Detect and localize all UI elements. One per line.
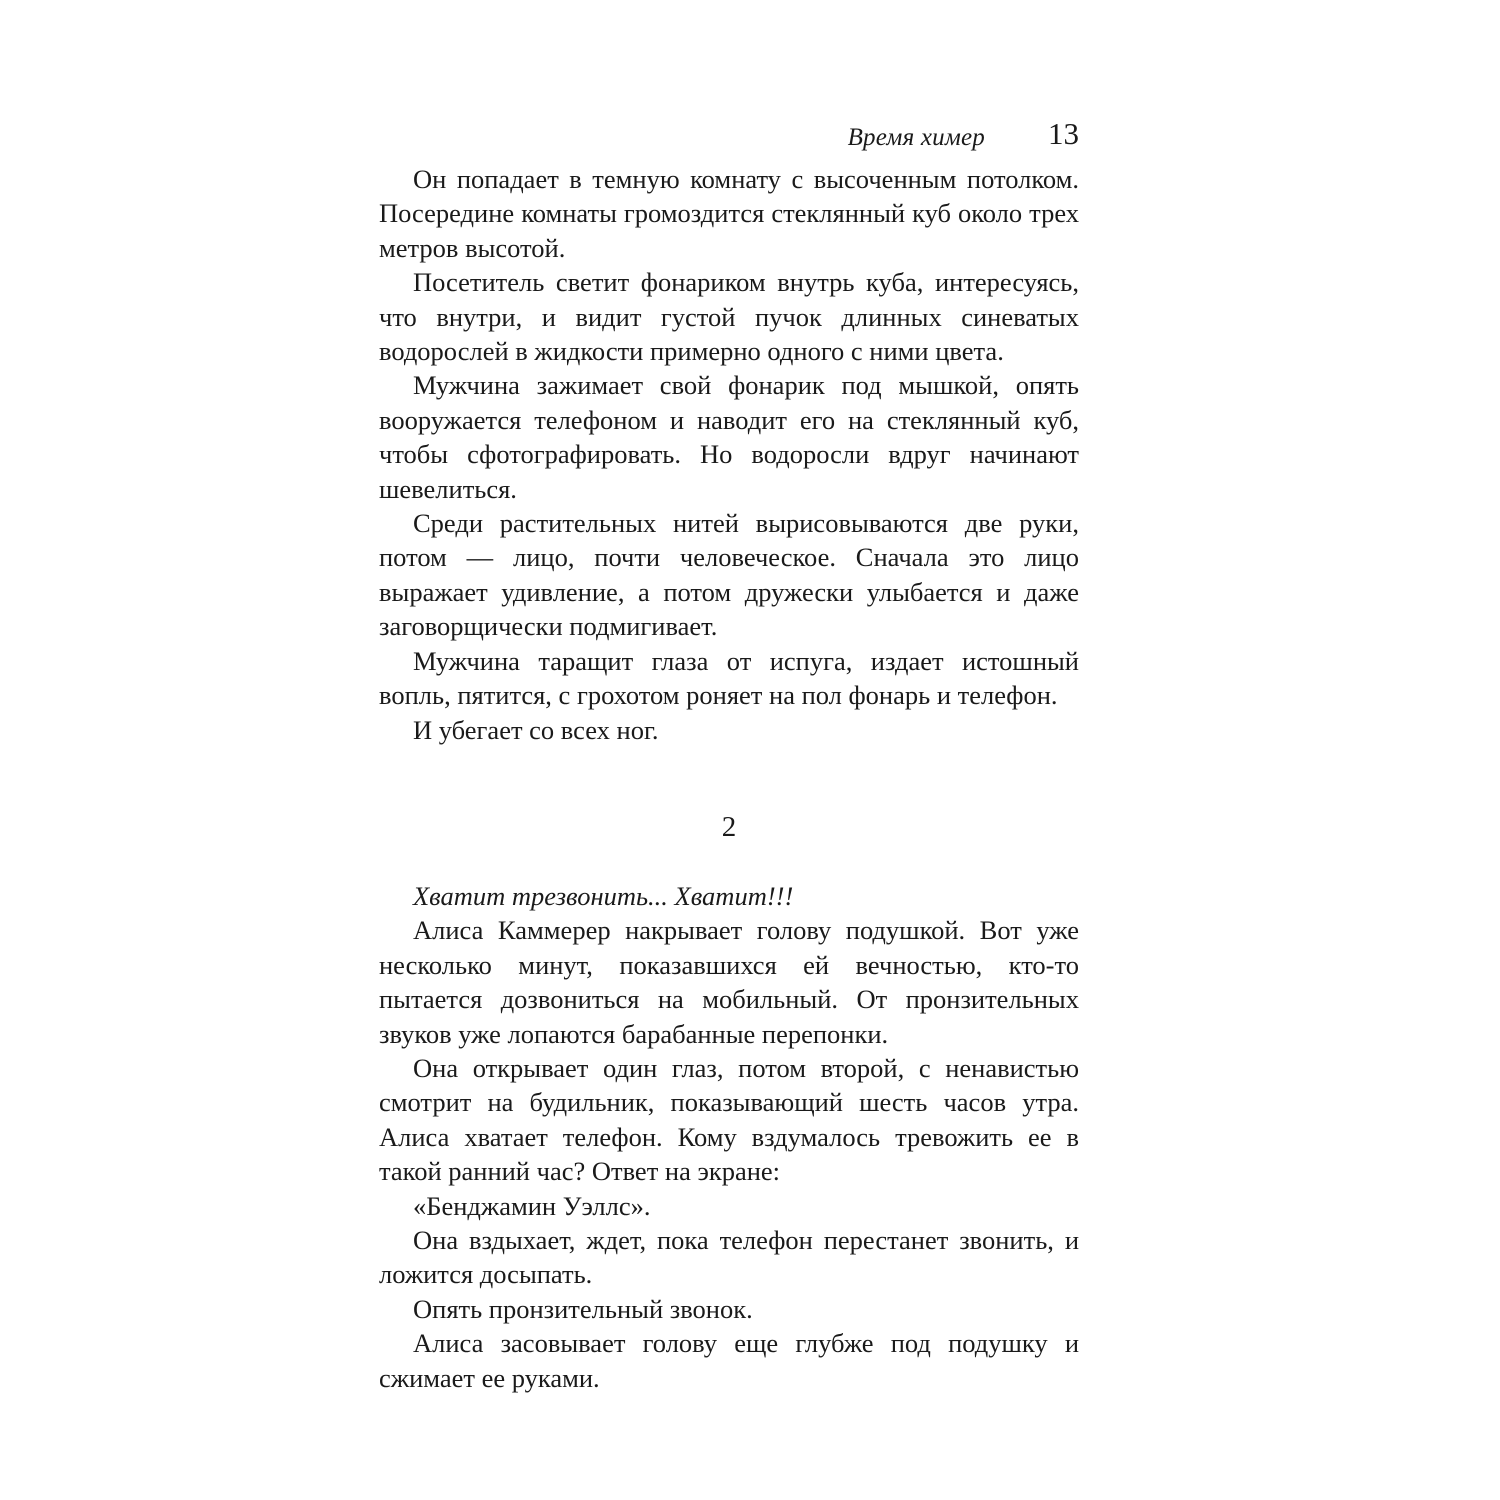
paragraph: Мужчина зажимает свой фонарик под мышкой, опять вооружается телефоном и наводит его на стеклянный куб, чтобы сфотографировать. Но водоросли вдруг начинают шевелиться. xyxy=(379,370,1079,504)
paragraph: Он попадает в темную комнату с высоченным потолком. Посередине комнаты громоздится стеклянный куб около трех метров высотой. xyxy=(379,164,1079,263)
section-1 xyxy=(379,162,1079,747)
paragraph: Мужчина таращит глаза от испуга, издает истошный вопль, пятится, с грохотом роняет на пол фонарь и телефон. xyxy=(379,645,1079,711)
paragraph: Она открывает один глаз, потом второй, с ненавистью смотрит на будильник, показывающий шесть часов утра. Алиса хватает телефон. Кому вздумалось тревожить ее в такой ранний час? Ответ на экране: xyxy=(379,1052,1079,1187)
paragraph: Она вздыхает, ждет, пока телефон перестанет звонить, и ложится досыпать. xyxy=(379,1224,1079,1290)
page-number: 13 xyxy=(1048,116,1079,151)
book-page xyxy=(379,112,1079,1395)
paragraph: Алиса засовывает голову еще глубже под подушку и сжимает ее руками. xyxy=(379,1328,1079,1393)
paragraph: И убегает со всех ног. xyxy=(413,714,659,745)
italic-paragraph: Хватит трезвонить... Хватит!!! xyxy=(413,880,794,911)
paragraph: Среди растительных нитей вырисовываются две руки, потом — лицо, почти человеческое. Сначала это лицо выражает удивление, а потом дружески улыбается и даже заговорщически подмигивает. xyxy=(379,508,1079,642)
paragraph: «Бенджамин Уэллс». xyxy=(413,1190,651,1221)
running-head xyxy=(379,112,1079,162)
paragraph: Алиса Каммерер накрывает голову подушкой. Вот уже несколько минут, показавшихся ей вечностью, кто-то пытается дозвониться на мобильный. От пронзительных звуков уже лопаются барабанные перепонки. xyxy=(379,915,1079,1049)
paragraph: Посетитель светит фонариком внутрь куба, интересуясь, что внутри, и видит густой пучок длинных синеватых водорослей в жидкости примерно одного с ними цвета. xyxy=(379,267,1079,367)
running-title: Время химер xyxy=(847,124,985,151)
section-2 xyxy=(379,879,1079,1395)
paragraph: Опять пронзительный звонок. xyxy=(413,1293,753,1324)
section-number: 2 xyxy=(721,810,737,843)
